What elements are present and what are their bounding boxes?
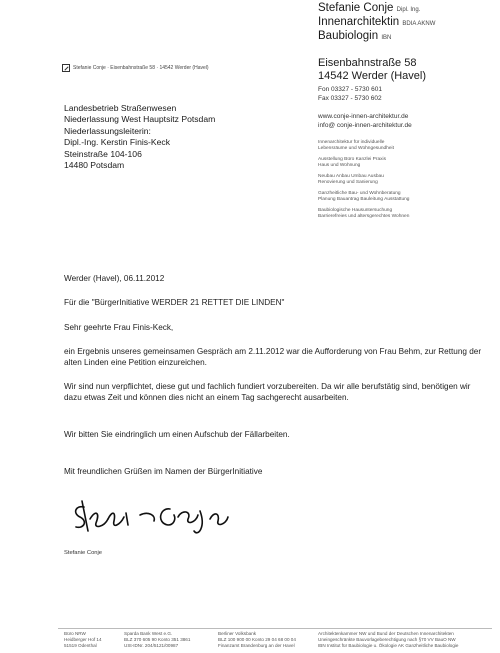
footer-bank-1: Sparda Bank West e.G. BLZ 370 605 90 Konto 351 3861 USt-IDNr. 204/5121/00987: [124, 631, 191, 648]
name-suffix: Dipl. Ing.: [396, 7, 421, 13]
recipient-line: 14480 Potsdam: [64, 160, 125, 171]
footer-divider: [58, 628, 492, 629]
letterhead-fax: Fax 03327 - 5730 602: [318, 94, 382, 102]
title2-suffix: IBN: [381, 35, 392, 41]
handwritten-signature: [70, 497, 250, 537]
recipient-address: [64, 103, 215, 171]
paragraph-2: Wir sind nun verpflichtet, diese gut und fachlich fundiert vorzubereiten. Da wir alle berufstätig sind, benötigen wir dazu etwas Zeit und können dies nicht an einem Tag sachgerecht ausarbeiten.: [64, 382, 471, 402]
letterhead-name: Stefanie Conje Dipl. Ing.: [318, 2, 421, 14]
paragraph-1: ein Ergebnis unseres gemeinsamen Gespräch am 2.11.2012 war die Aufforderung von Frau Behm, zur Rettung der alten Linden eine Petition einzureichen.: [64, 347, 482, 367]
service-item: Neubau Anbau Umbau Ausbau Renovierung und Sanierung: [318, 174, 384, 185]
footer-bank-2: Berliner Volksbank BLZ 100 900 00 Konto 29 04 68 00 04 Finanzamt Brandenburg an der Havel: [218, 631, 296, 648]
letterhead-services: [318, 140, 478, 225]
service-item: Baubiologische Hausuntersuchung Barrierefreies und altersgerechtes Wohnen: [318, 208, 410, 219]
recipient-line: Niederlassungsleiterin:: [64, 125, 151, 136]
recipient-line: Dipl.-Ing. Kerstin Finis-Keck: [64, 137, 171, 148]
paragraph-3: Wir bitten Sie eindringlich um einen Aufschub der Fällarbeiten.: [64, 430, 290, 439]
letterhead-street: Eisenbahnstraße 58: [318, 57, 417, 69]
footer-memberships: Architektenkammer NW und Bund der Deutschen Innenarchitekten Uneingeschränkte Bauvorlageberechtigung nach §70 VV BauO NW IBN Institut für Baubiologie u. Ökologie AK Ganzheitliche Baubiologie: [318, 631, 459, 648]
date-line: Werder (Havel), 06.11.2012: [64, 274, 165, 283]
footer-office: Büro NRW Heidberger Hof 14 51519 Odenthal: [64, 631, 102, 648]
letterhead-city: 14542 Werder (Havel): [318, 70, 427, 82]
letterhead-website-link[interactable]: www.conje-innen-architektur.de: [318, 113, 409, 120]
subject-line: Für die "BürgerInitiative WERDER 21 RETTET DIE LINDEN": [64, 298, 285, 307]
letterhead-email-link[interactable]: info@ conje-innen-architektur.de: [318, 121, 412, 129]
service-item: Ganzheitliche Bau- und Wohnberatung Planung Bauantrag Bauleitung Ausstattung: [318, 191, 410, 202]
recipient-line: Niederlassung West Hauptsitz Potsdam: [64, 114, 216, 125]
salutation: Sehr geehrte Frau Finis-Keck,: [64, 323, 174, 332]
return-address-icon: [62, 64, 70, 72]
recipient-line: Landesbetrieb Straßenwesen: [64, 103, 177, 113]
title1-suffix: BDIA AKNW: [402, 21, 436, 27]
signer-name: Stefanie Conje: [64, 550, 103, 556]
return-address: Stefanie Conje · Eisenbahnstraße 58 · 14542 Werder (Havel): [73, 65, 209, 71]
letterhead-address: [318, 57, 426, 83]
letterhead-title-1: Innenarchitektin BDIA AKNW: [318, 16, 436, 28]
closing: Mit freundlichen Grüßen im Namen der BürgerInitiative: [64, 467, 263, 476]
letterhead-contact: [318, 86, 382, 103]
service-item: Innenarchitektur für individuelle Lebensräume und Wohngesundheit: [318, 140, 394, 151]
letterhead-phone: Fon 03327 - 5730 601: [318, 86, 382, 93]
recipient-line: Steinstraße 104-106: [64, 148, 142, 159]
letterhead-title-2: Baubiologin IBN: [318, 30, 392, 42]
letterhead-web: [318, 113, 412, 130]
service-item: Ausstellung Büro Kanzlei Praxis Haus und Wohnung: [318, 157, 386, 168]
